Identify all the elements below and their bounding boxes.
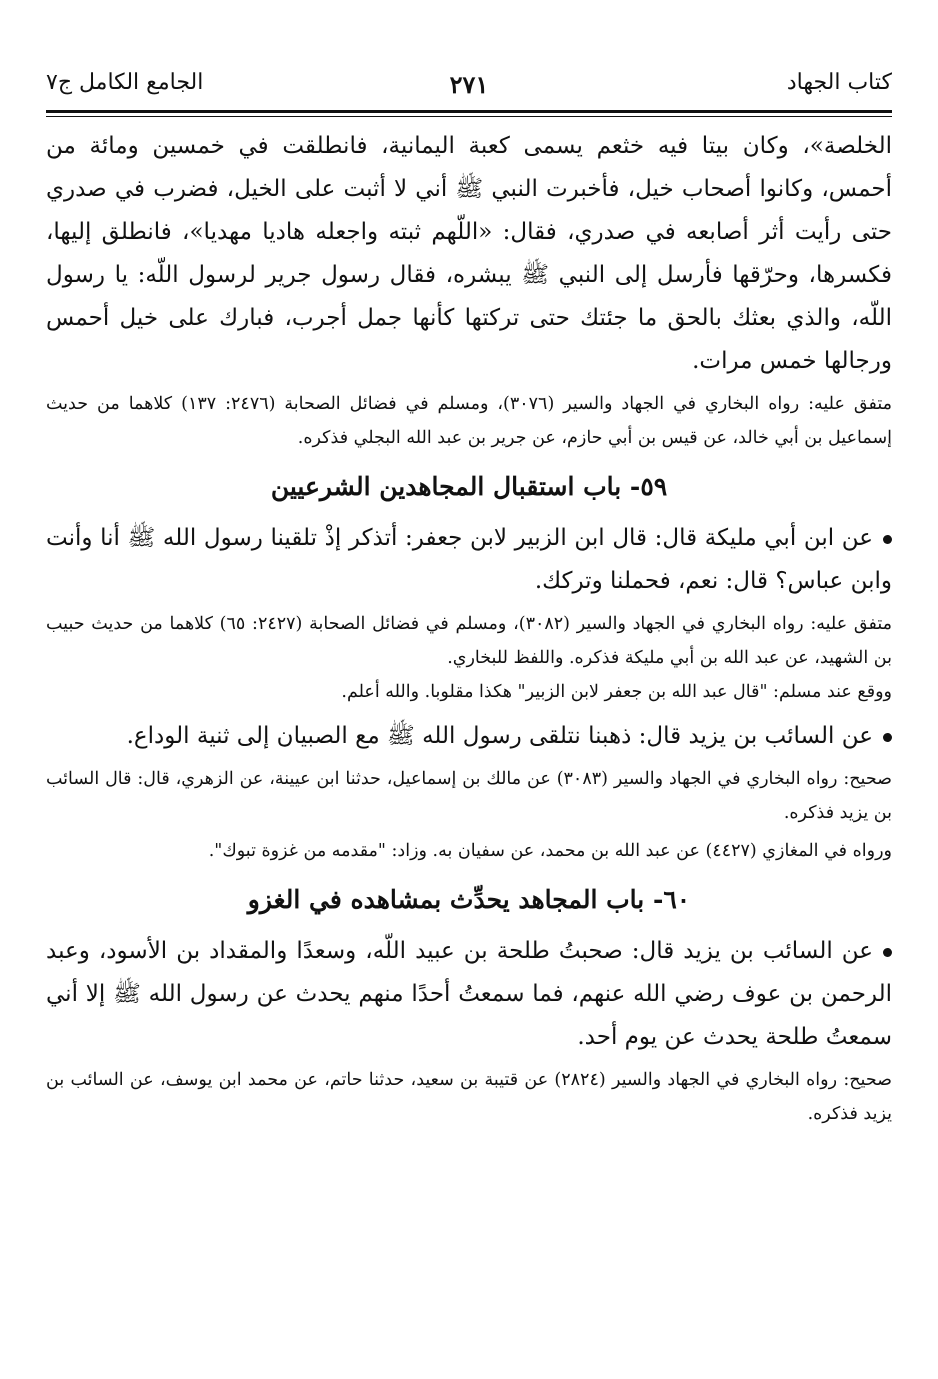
hadith-text: عن السائب بن يزيد قال: صحبتُ طلحة بن عبيد اللّه، وسعدًا والمقداد بن الأسود، وعبد الرحمن بن عوف رضي الله عنهم، فما سمعتُ أحدًا منهم يحدث عن رسول الله ﷺ إلا أني سمعتُ طلحة يحدث عن يوم أحد. [46, 938, 892, 1050]
hadith-continuation [46, 125, 892, 455]
takhrij-note: صحيح: رواه البخاري في الجهاد والسير (٣٠٨٣) عن مالك بن إسماعيل، حدثنا ابن عيينة، عن الزهري، قال: قال السائب بن يزيد فذكره. [46, 769, 892, 823]
hadith-text: عن السائب بن يزيد قال: ذهبنا نتلقى رسول الله ﷺ مع الصبيان إلى ثنية الوداع. [46, 715, 892, 758]
takhrij-note: ووقع عند مسلم: "قال عبد الله بن جعفر لابن الزبير" هكذا مقلوبا. والله أعلم. [341, 682, 892, 702]
takhrij-note: صحيح: رواه البخاري في الجهاد والسير (٢٨٢٤) عن قتيبة بن سعيد، حدثنا حاتم، عن محمد ابن يوسف، عن السائب بن يزيد فذكره. [46, 1070, 892, 1124]
bullet-icon [883, 948, 892, 957]
hadith-block [46, 930, 892, 1131]
hadith-block [46, 715, 892, 868]
book-volume-title: الجامع الكامل ج٧ [46, 70, 204, 95]
book-page [46, 66, 892, 1379]
chapter-title-60: ٦٠- باب المجاهد يحدِّث بمشاهده في الغزو [247, 885, 691, 914]
page-number: ٢٧١ [449, 70, 489, 99]
hadith-block [46, 517, 892, 709]
takhrij-note: متفق عليه: رواه البخاري في الجهاد والسير (٣٠٨٢)، ومسلم في فضائل الصحابة (٢٤٢٧: ٦٥) كلاهما من حديث حبيب بن الشهيد، عن عبد الله بن أبي مليكة فذكره. واللفظ للبخاري. [46, 614, 892, 668]
page-header [46, 66, 892, 106]
hadith-text: الخلصة»، وكان بيتا فيه خثعم يسمى كعبة اليمانية، فانطلقت في خمسين ومائة من أحمس، وكانوا أصحاب خيل، فأخبرت النبي ﷺ أني لا أثبت على الخيل، فضرب في صدري حتى رأيت أثر أصابعه في صدري، فقال: «اللّهم ثبته واجعله هاديا مهديا»، فانطلق إليها، فكسرها، وحرّقها فأرسل إلى النبي ﷺ يبشره، فقال رسول جرير لرسول اللّه: يا رسول اللّه، والذي بعثك بالحق ما جئتك حتى تركتها كأنها جمل أجرب، فبارك على خيل أحمس ورجالها خمس مرات. [46, 133, 892, 374]
hadith-text: عن ابن أبي مليكة قال: قال ابن الزبير لابن جعفر: أتذكر إذْ تلقينا رسول الله ﷺ أنا وأنت وابن عباس؟ قال: نعم، فحملنا وتركك. [46, 525, 892, 594]
bullet-icon [883, 535, 892, 544]
takhrij-note: ورواه في المغازي (٤٤٢٧) عن عبد الله بن محمد، عن سفيان به. وزاد: "مقدمه من غزوة تبوك". [208, 841, 892, 861]
takhrij-note: متفق عليه: رواه البخاري في الجهاد والسير (٣٠٧٦)، ومسلم في فضائل الصحابة (٢٤٧٦: ١٣٧) كلاهما من حديث إسماعيل بن أبي خالد، عن قيس بن أبي حازم، عن جرير بن عبد الله البجلي فذكره. [46, 394, 892, 448]
bullet-icon [883, 733, 892, 742]
header-rule-thin [46, 116, 892, 117]
book-section-title: كتاب الجهاد [786, 70, 892, 95]
header-rule-thick [46, 110, 892, 113]
chapter-title-59: ٥٩- باب استقبال المجاهدين الشرعيين [270, 472, 668, 501]
